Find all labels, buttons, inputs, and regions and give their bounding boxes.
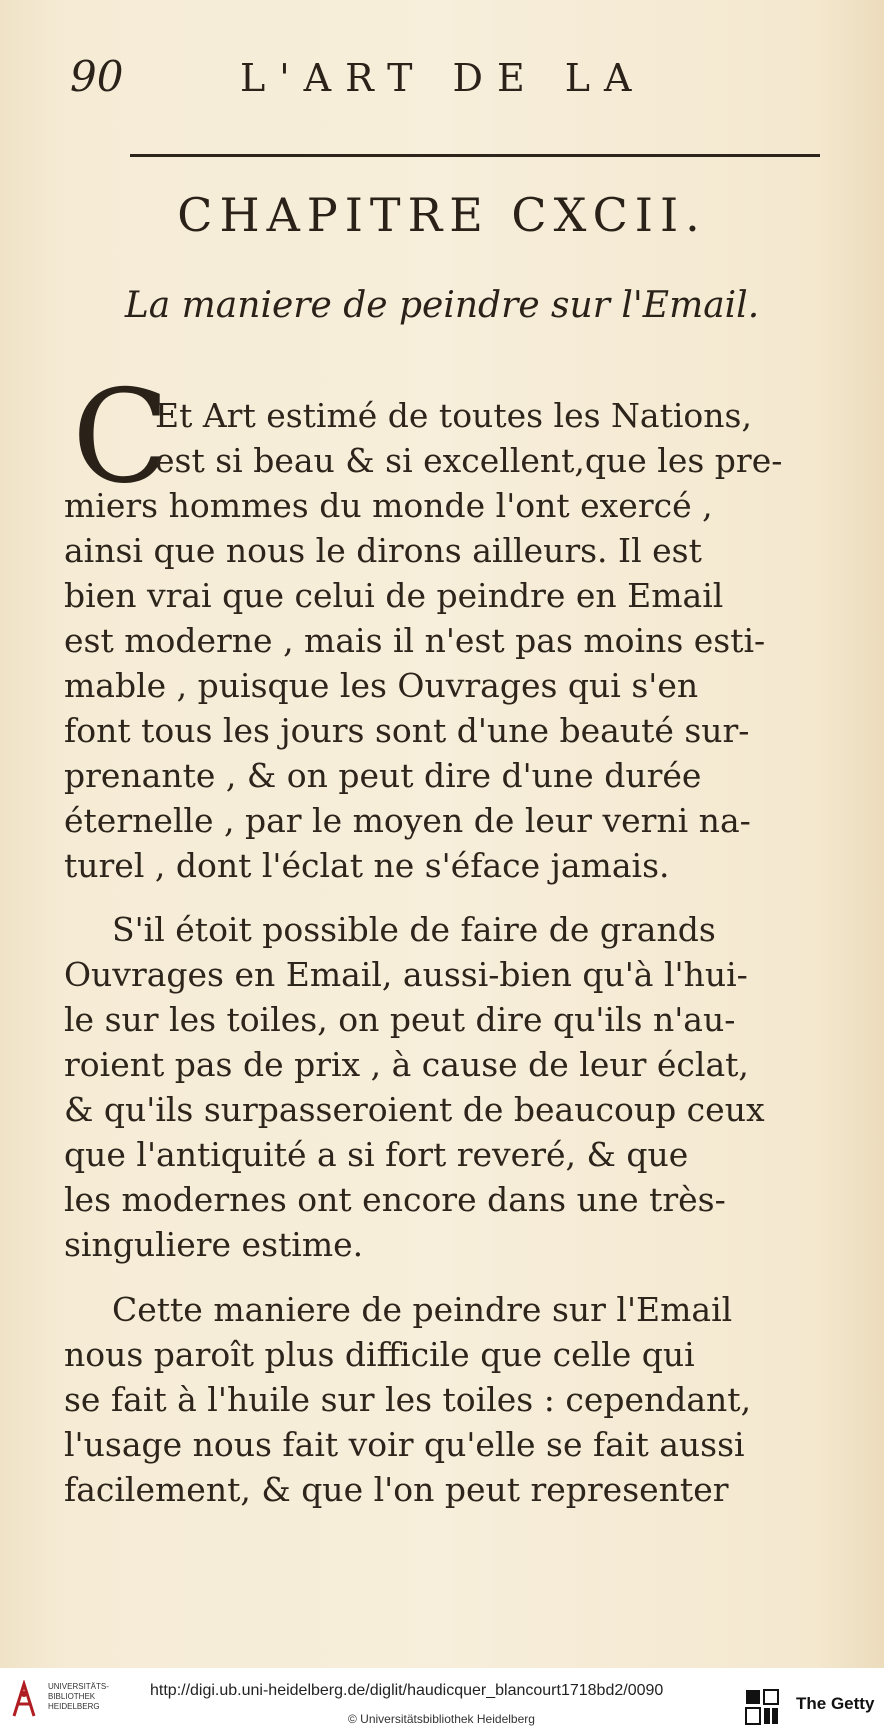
permalink-link[interactable]: http://digi.ub.uni-heidelberg.de/diglit/haudicquer_blancourt1718bd2/0090 (150, 1682, 664, 1699)
text-line: l'usage nous fait voir qu'elle se fait aussi (64, 1425, 745, 1464)
text-line: le sur les toiles, on peut dire qu'ils n'au- (64, 1000, 736, 1039)
chapter-title: CHAPITRE CXCII. (177, 188, 707, 242)
copyright-text: © Universitätsbibliothek Heidelberg (348, 1712, 535, 1726)
partner-name: The Getty (796, 1694, 875, 1713)
text-line: miers hommes du monde l'ont exercé , (64, 486, 713, 525)
text-line: Et Art estimé de toutes les Nations, (155, 396, 752, 435)
text-line: Cette maniere de peindre sur l'Email (112, 1290, 733, 1329)
drop-cap: C (72, 363, 170, 512)
text-line: mable , puisque les Ouvrages qui s'en (64, 666, 699, 705)
getty-logo-icon (744, 1688, 780, 1726)
text-line: font tous les jours sont d'une beauté sur- (64, 711, 750, 750)
text-line: est moderne , mais il n'est pas moins esti- (64, 621, 766, 660)
text-line: est si beau & si excellent,que les pre- (155, 441, 783, 480)
text-line: & qu'ils surpasseroient de beaucoup ceux (64, 1090, 765, 1129)
text-line: prenante , & on peut dire d'une durée (64, 756, 702, 795)
running-title: L'ART DE LA (240, 56, 646, 100)
institution-name (48, 1682, 109, 1712)
footer-bar (0, 1668, 884, 1734)
running-head (70, 52, 830, 112)
text-line: les modernes ont encore dans une très- (64, 1180, 726, 1219)
text-line: nous paroît plus difficile que celle qui (64, 1335, 695, 1374)
text-line: Ouvrages en Email, aussi-bien qu'à l'hui- (64, 955, 748, 994)
text-line: se fait à l'huile sur les toiles : cependant, (64, 1380, 752, 1419)
header-rule (130, 154, 820, 157)
text-line: que l'antiquité a si fort reveré, & que (64, 1135, 689, 1174)
institution-line: UNIVERSITÄTS- BIBLIOTHEK HEIDELBERG (48, 1682, 109, 1711)
chapter-subtitle: La maniere de peindre sur l'Email. (124, 285, 760, 326)
text-line: S'il étoit possible de faire de grands (112, 910, 716, 949)
university-logo-icon (10, 1680, 38, 1720)
page-number: 90 (70, 52, 124, 101)
text-line: ainsi que nous le dirons ailleurs. Il est (64, 531, 702, 570)
text-line: éternelle , par le moyen de leur verni na- (64, 801, 751, 840)
text-line: facilement, & que l'on peut representer (64, 1470, 729, 1509)
text-line: roient pas de prix , à cause de leur éclat, (64, 1045, 749, 1084)
text-line: bien vrai que celui de peindre en Email (64, 576, 724, 615)
text-line: singuliere estime. (64, 1225, 364, 1264)
text-line: turel , dont l'éclat ne s'éface jamais. (64, 846, 670, 885)
